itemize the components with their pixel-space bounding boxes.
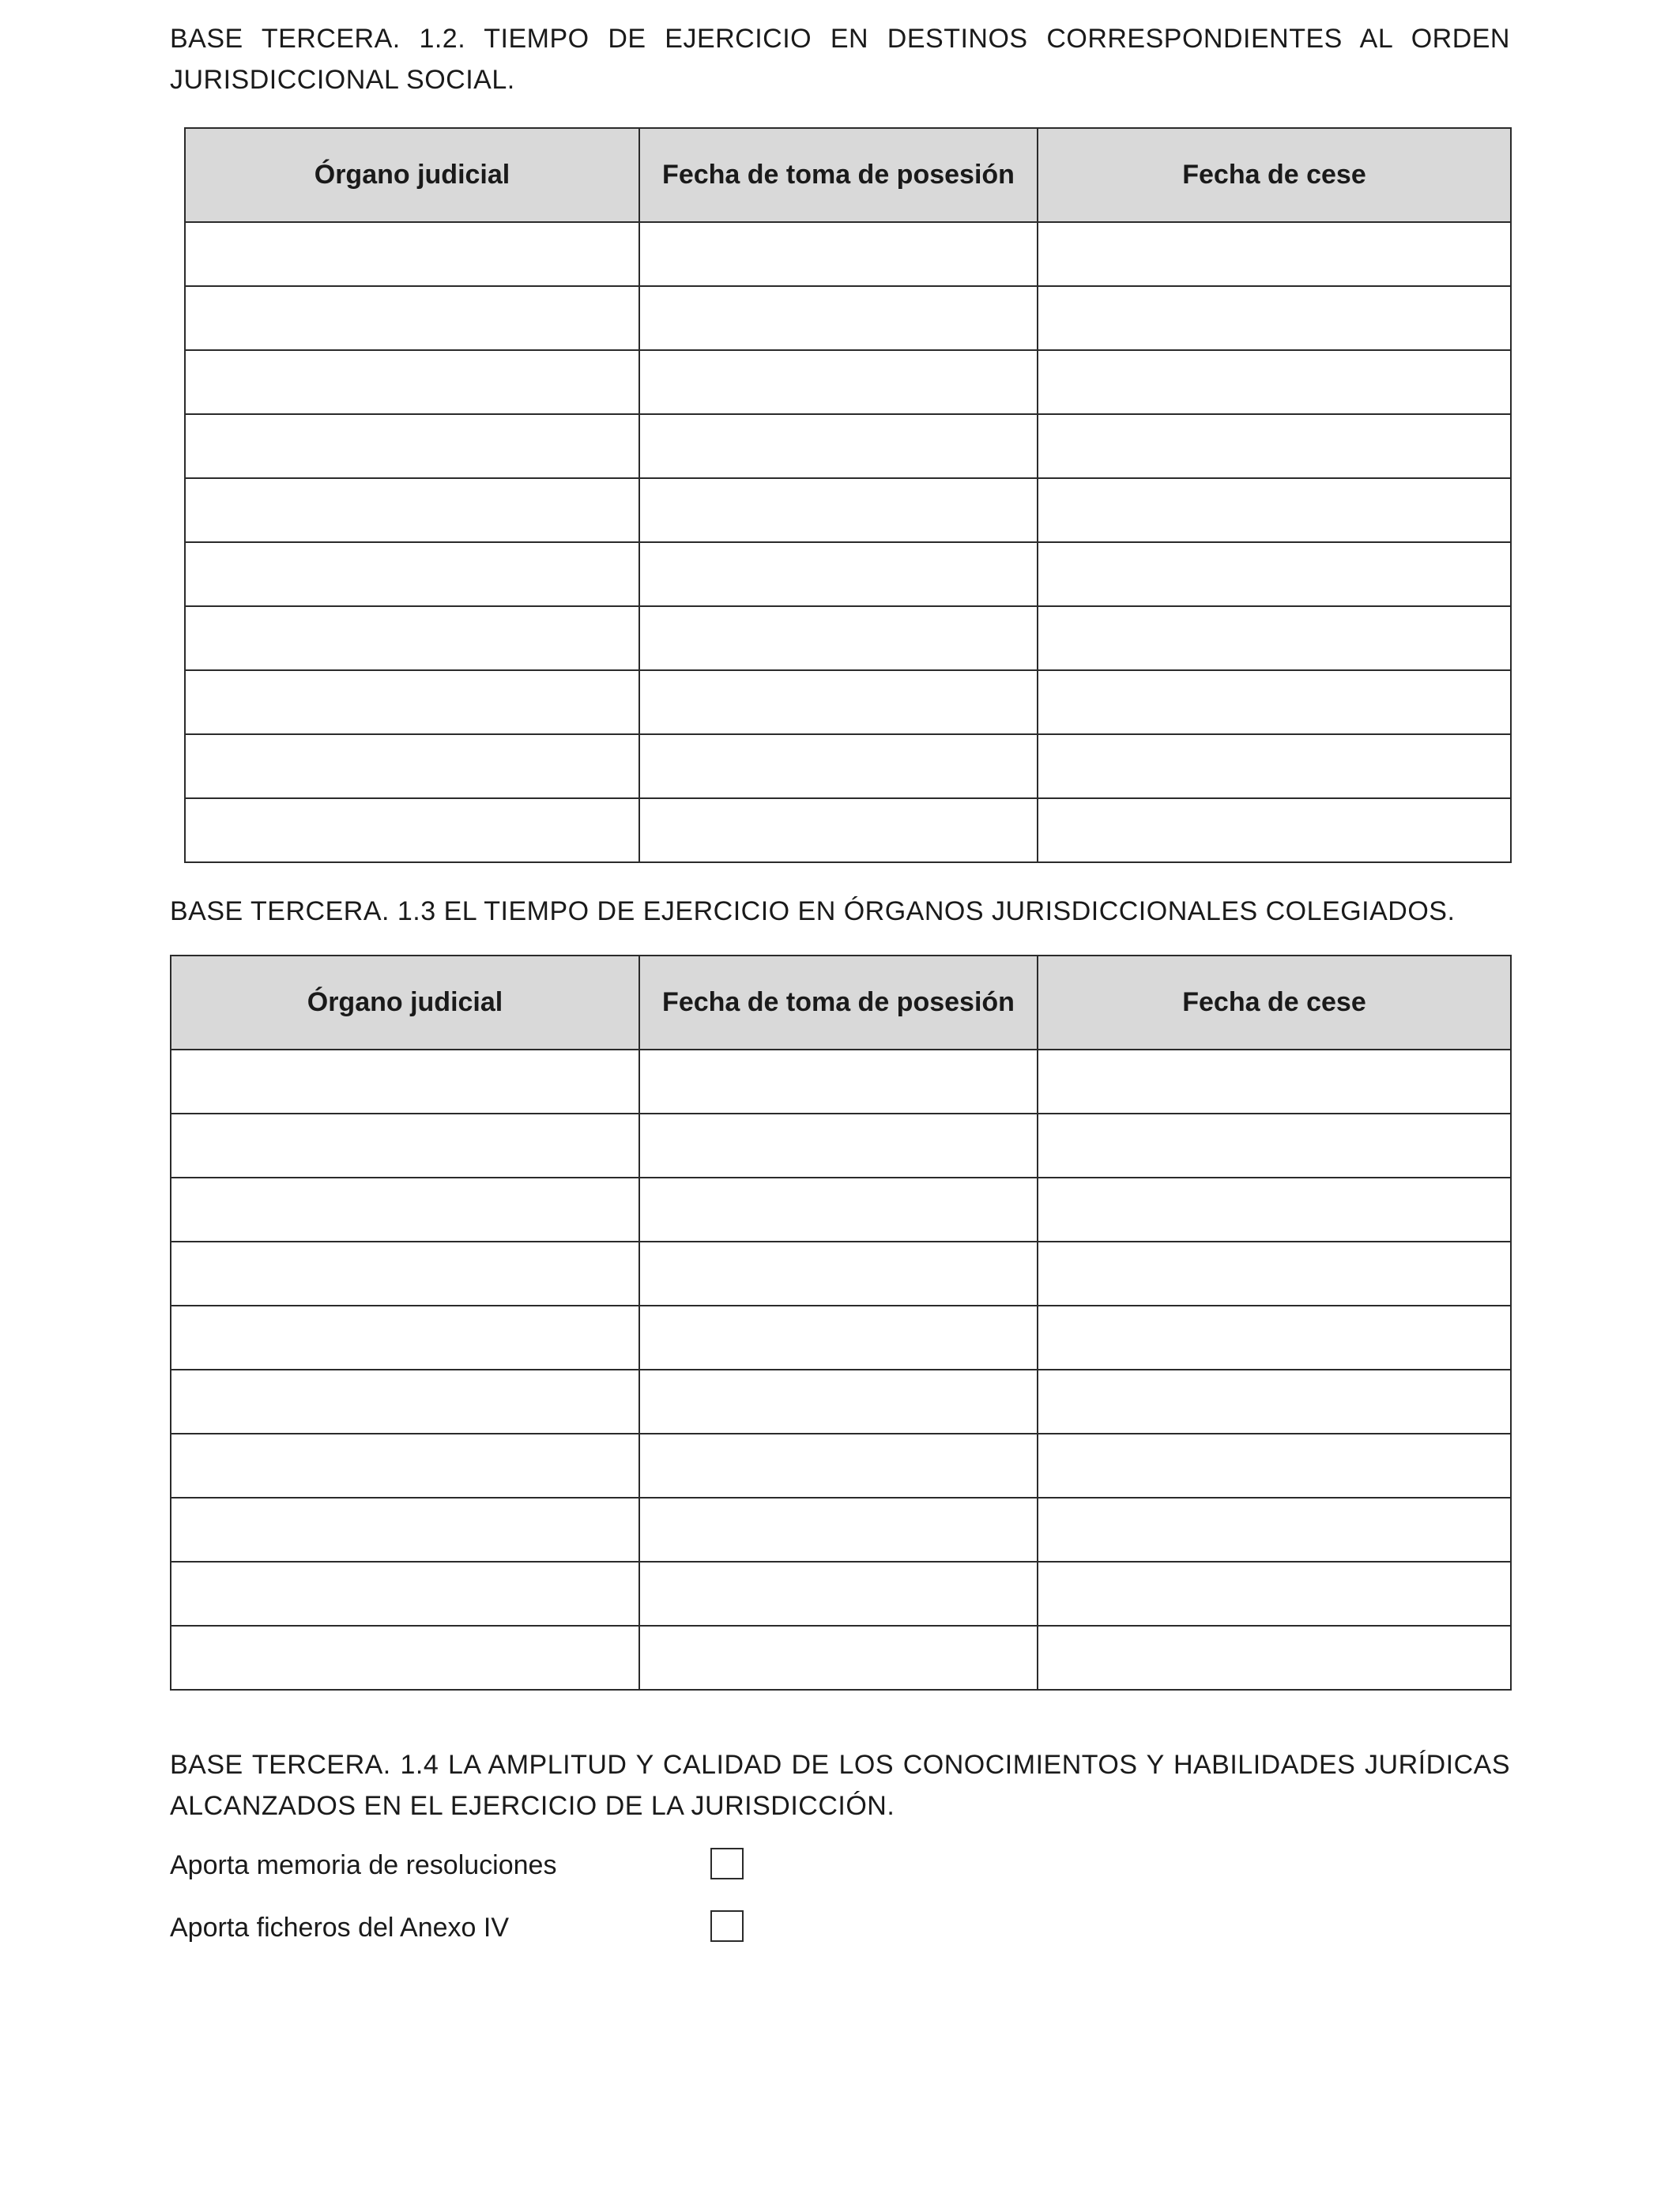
cell-fecha-posesion[interactable] — [639, 222, 1038, 286]
cell-fecha-posesion[interactable] — [639, 1178, 1038, 1242]
table-row — [171, 1306, 1511, 1370]
cell-fecha-posesion[interactable] — [639, 478, 1038, 542]
checkbox-label: Aporta memoria de resoluciones — [170, 1850, 557, 1880]
cell-fecha-cese[interactable] — [1038, 1562, 1511, 1626]
cell-fecha-cese[interactable] — [1038, 1114, 1511, 1178]
table-organos-colegiados — [170, 955, 1512, 1691]
cell-organo[interactable] — [171, 1178, 639, 1242]
table-row — [171, 1370, 1511, 1434]
table-row — [171, 1498, 1511, 1562]
table-row — [185, 734, 1511, 798]
cell-fecha-posesion[interactable] — [639, 1498, 1038, 1562]
section-heading-1-3: BASE TERCERA. 1.3 EL TIEMPO DE EJERCICIO EN ÓRGANOS JURISDICCIONALES COLEGIADOS. — [170, 896, 1456, 926]
cell-fecha-posesion[interactable] — [639, 798, 1038, 862]
table-row — [185, 542, 1511, 606]
cell-fecha-cese[interactable] — [1038, 222, 1511, 286]
cell-fecha-cese[interactable] — [1038, 286, 1511, 350]
cell-fecha-cese[interactable] — [1038, 478, 1511, 542]
table-row — [185, 606, 1511, 670]
cell-organo[interactable] — [171, 1306, 639, 1370]
cell-organo[interactable] — [185, 350, 639, 414]
cell-organo[interactable] — [171, 1114, 639, 1178]
cell-fecha-posesion[interactable] — [639, 1626, 1038, 1690]
anexo-checkbox[interactable] — [710, 1910, 744, 1942]
cell-organo[interactable] — [185, 478, 639, 542]
table-row — [171, 1178, 1511, 1242]
cell-fecha-cese[interactable] — [1038, 1050, 1511, 1114]
cell-fecha-cese[interactable] — [1038, 414, 1511, 478]
column-header-fecha-cese: Fecha de cese — [1038, 128, 1511, 222]
section-heading-1-4: BASE TERCERA. 1.4 LA AMPLITUD Y CALIDAD DE LOS CONOCIMIENTOS Y HABILIDADES JURÍDICAS ALCANZADOS EN EL EJERCICIO DE LA JURISDICCIÓN. — [170, 1750, 1510, 1821]
column-header-fecha-posesion: Fecha de toma de posesión — [639, 128, 1038, 222]
cell-fecha-cese[interactable] — [1038, 542, 1511, 606]
table-row — [171, 1562, 1511, 1626]
cell-organo[interactable] — [171, 1434, 639, 1498]
cell-fecha-posesion[interactable] — [639, 414, 1038, 478]
cell-fecha-cese[interactable] — [1038, 1498, 1511, 1562]
cell-organo[interactable] — [185, 222, 639, 286]
cell-fecha-posesion[interactable] — [639, 1242, 1038, 1306]
cell-organo[interactable] — [185, 670, 639, 734]
cell-organo[interactable] — [171, 1242, 639, 1306]
cell-fecha-posesion[interactable] — [639, 1114, 1038, 1178]
cell-fecha-posesion[interactable] — [639, 670, 1038, 734]
cell-fecha-posesion[interactable] — [639, 350, 1038, 414]
cell-fecha-cese[interactable] — [1038, 1178, 1511, 1242]
table-row — [185, 286, 1511, 350]
cell-organo[interactable] — [185, 286, 639, 350]
cell-fecha-posesion[interactable] — [639, 734, 1038, 798]
cell-fecha-cese[interactable] — [1038, 350, 1511, 414]
table-jurisdiccional-social — [184, 127, 1512, 863]
cell-fecha-posesion[interactable] — [639, 1370, 1038, 1434]
cell-organo[interactable] — [171, 1370, 639, 1434]
table-row — [185, 414, 1511, 478]
column-header-fecha-cese: Fecha de cese — [1038, 956, 1511, 1050]
cell-fecha-cese[interactable] — [1038, 734, 1511, 798]
column-header-fecha-posesion: Fecha de toma de posesión — [639, 956, 1038, 1050]
cell-fecha-cese[interactable] — [1038, 670, 1511, 734]
section-heading-1-2: BASE TERCERA. 1.2. TIEMPO DE EJERCICIO EN DESTINOS CORRESPONDIENTES AL ORDEN JURISDICCIONAL SOCIAL. — [170, 24, 1510, 95]
table-row — [171, 1626, 1511, 1690]
cell-fecha-posesion[interactable] — [639, 286, 1038, 350]
cell-fecha-cese[interactable] — [1038, 798, 1511, 862]
table-row — [171, 1114, 1511, 1178]
cell-organo[interactable] — [185, 606, 639, 670]
cell-organo[interactable] — [171, 1498, 639, 1562]
table-row — [171, 1434, 1511, 1498]
cell-fecha-cese[interactable] — [1038, 1626, 1511, 1690]
cell-fecha-posesion[interactable] — [639, 1050, 1038, 1114]
cell-organo[interactable] — [171, 1562, 639, 1626]
check-row-memoria — [170, 1845, 770, 1886]
cell-fecha-cese[interactable] — [1038, 1370, 1511, 1434]
cell-organo[interactable] — [185, 734, 639, 798]
cell-organo[interactable] — [171, 1626, 639, 1690]
table-row — [185, 222, 1511, 286]
table-header-row — [171, 956, 1511, 1050]
column-header-organo: Órgano judicial — [171, 956, 639, 1050]
table-header-row — [185, 128, 1511, 222]
cell-fecha-posesion[interactable] — [639, 1306, 1038, 1370]
cell-fecha-posesion[interactable] — [639, 606, 1038, 670]
cell-fecha-cese[interactable] — [1038, 1434, 1511, 1498]
table-row — [185, 478, 1511, 542]
memoria-checkbox[interactable] — [710, 1848, 744, 1879]
checkbox-label: Aporta ficheros del Anexo IV — [170, 1913, 510, 1943]
column-header-organo: Órgano judicial — [185, 128, 639, 222]
cell-organo[interactable] — [185, 542, 639, 606]
table-row — [171, 1242, 1511, 1306]
table-row — [185, 670, 1511, 734]
check-row-anexo — [170, 1907, 770, 1948]
table-row — [185, 798, 1511, 862]
cell-organo[interactable] — [171, 1050, 639, 1114]
cell-organo[interactable] — [185, 798, 639, 862]
cell-fecha-cese[interactable] — [1038, 606, 1511, 670]
cell-fecha-cese[interactable] — [1038, 1242, 1511, 1306]
cell-fecha-posesion[interactable] — [639, 542, 1038, 606]
cell-fecha-posesion[interactable] — [639, 1434, 1038, 1498]
cell-organo[interactable] — [185, 414, 639, 478]
table-row — [171, 1050, 1511, 1114]
table-row — [185, 350, 1511, 414]
cell-fecha-posesion[interactable] — [639, 1562, 1038, 1626]
cell-fecha-cese[interactable] — [1038, 1306, 1511, 1370]
